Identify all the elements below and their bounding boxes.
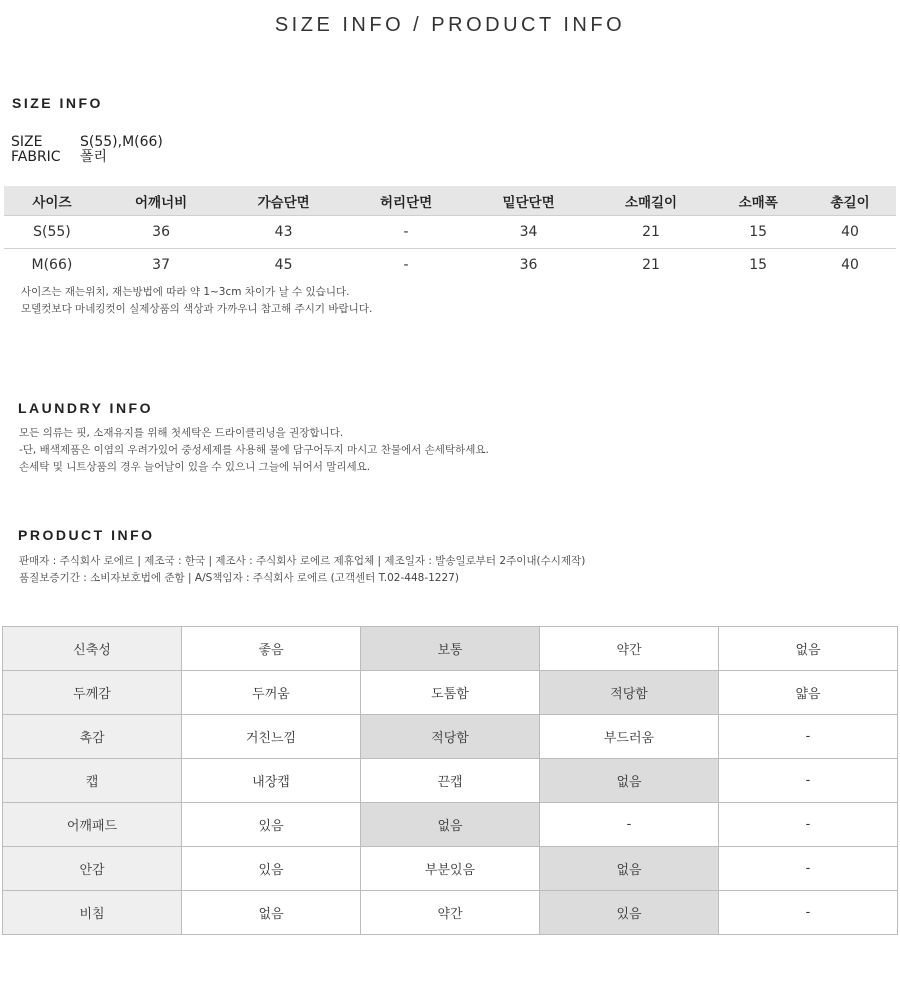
size-table-col-header: 허리단면 bbox=[345, 186, 467, 216]
table-cell: 21 bbox=[590, 216, 712, 249]
grid-option: 약간 bbox=[540, 627, 719, 671]
table-cell: M(66) bbox=[31, 257, 73, 273]
grid-option-selected: 없음 bbox=[540, 759, 719, 803]
grid-option-selected: 적당함 bbox=[361, 715, 540, 759]
grid-option: 얇음 bbox=[719, 671, 898, 715]
table-cell: 15 bbox=[749, 257, 768, 273]
page-title: SIZE INFO / PRODUCT INFO bbox=[274, 14, 626, 36]
size-table-col-header: 가슴단면 bbox=[222, 186, 344, 216]
grid-option: 두꺼움 bbox=[182, 671, 361, 715]
grid-option-selected: 없음 bbox=[361, 803, 540, 847]
grid-option-selected: 없음 bbox=[540, 847, 719, 891]
table-cell: - bbox=[403, 257, 409, 273]
product-info-heading: PRODUCT INFO bbox=[18, 527, 155, 543]
grid-option: 있음 bbox=[182, 803, 361, 847]
laundry-note-line: -단, 배색제품은 이염의 우려가있어 중성세제를 사용해 물에 담구어두지 마시고 찬물에서 손세탁하세요. bbox=[19, 444, 489, 456]
size-table-col-header: 어깨너비 bbox=[100, 186, 222, 216]
table-row bbox=[3, 671, 898, 715]
size-table-col-header: 소매길이 bbox=[590, 186, 712, 216]
grid-option: 부드러움 bbox=[540, 715, 719, 759]
table-row bbox=[4, 216, 896, 249]
grid-option: 약간 bbox=[361, 891, 540, 935]
table-cell: S(55) bbox=[4, 216, 100, 249]
product-detail-grid bbox=[2, 626, 898, 935]
product-note-line: 판매자 : 주식회사 로에르 | 제조국 : 한국 | 제조사 : 주식회사 로에르 제휴업체 | 제조일자 : 발송일로부터 2주이내(수시제작) bbox=[19, 555, 586, 567]
grid-option: 없음 bbox=[719, 627, 898, 671]
table-cell: 15 bbox=[712, 216, 804, 249]
size-table-header bbox=[4, 186, 896, 216]
grid-option: 도톰함 bbox=[361, 671, 540, 715]
grid-option: 거친느낌 bbox=[182, 715, 361, 759]
grid-option-selected: 적당함 bbox=[540, 671, 719, 715]
table-cell: 43 bbox=[222, 216, 344, 249]
table-cell: 36 bbox=[100, 216, 222, 249]
fabric-label: FABRIC bbox=[11, 149, 61, 165]
grid-option-selected: 보통 bbox=[361, 627, 540, 671]
size-row bbox=[11, 135, 163, 150]
grid-option: 부분있음 bbox=[361, 847, 540, 891]
table-cell: 40 bbox=[804, 216, 896, 249]
grid-option: - bbox=[719, 715, 898, 759]
laundry-note-line: 모든 의류는 핏, 소재유지를 위해 첫세탁은 드라이클리닝을 권장합니다. bbox=[19, 427, 344, 439]
table-cell: 40 bbox=[841, 257, 859, 273]
size-table-col-header: 총길이 bbox=[804, 186, 896, 216]
table-row bbox=[3, 803, 898, 847]
grid-option: 없음 bbox=[182, 891, 361, 935]
grid-option: - bbox=[540, 803, 719, 847]
table-cell: 37 bbox=[152, 257, 170, 273]
table-row bbox=[3, 715, 898, 759]
grid-row-label: 촉감 bbox=[3, 715, 182, 759]
grid-row-label: 안감 bbox=[3, 847, 182, 891]
size-table bbox=[4, 186, 896, 281]
product-notes bbox=[19, 553, 585, 587]
size-value: S(55),M(66) bbox=[80, 134, 163, 150]
table-row bbox=[3, 847, 898, 891]
grid-option: - bbox=[719, 803, 898, 847]
size-table-col-header: 소매폭 bbox=[712, 186, 804, 216]
table-row bbox=[4, 249, 896, 282]
size-note-line: 모델컷보다 마네킹컷이 실제상품의 색상과 가까우니 참고해 주시기 바랍니다. bbox=[21, 303, 373, 315]
laundry-info-heading: LAUNDRY INFO bbox=[18, 400, 153, 416]
grid-row-label: 비침 bbox=[3, 891, 182, 935]
grid-option: - bbox=[719, 891, 898, 935]
fabric-row bbox=[11, 150, 107, 165]
grid-option: 끈캡 bbox=[361, 759, 540, 803]
grid-option: 내장캡 bbox=[182, 759, 361, 803]
size-table-col-header: 밑단단면 bbox=[467, 186, 589, 216]
size-notes bbox=[21, 284, 372, 318]
fabric-value: 폴리 bbox=[80, 149, 108, 165]
table-row bbox=[3, 759, 898, 803]
table-cell: - bbox=[345, 216, 467, 249]
size-info-heading: SIZE INFO bbox=[12, 95, 103, 111]
grid-option-selected: 있음 bbox=[540, 891, 719, 935]
grid-row-label: 신축성 bbox=[3, 627, 182, 671]
grid-option: 좋음 bbox=[182, 627, 361, 671]
grid-row-label: 어깨패드 bbox=[3, 803, 182, 847]
product-note-line: 품질보증기간 : 소비자보호법에 준함 | A/S책임자 : 주식회사 로에르 (고객센터 T.02-448-1227) bbox=[19, 572, 459, 584]
table-cell: 45 bbox=[274, 257, 293, 273]
table-row bbox=[3, 891, 898, 935]
table-cell: 34 bbox=[467, 216, 589, 249]
grid-row-label: 두께감 bbox=[3, 671, 182, 715]
size-label: SIZE bbox=[11, 134, 43, 150]
grid-row-label: 캡 bbox=[3, 759, 182, 803]
table-cell: 36 bbox=[519, 257, 538, 273]
table-row bbox=[3, 627, 898, 671]
size-table-col-header: 사이즈 bbox=[4, 186, 100, 216]
laundry-note-line: 손세탁 및 니트상품의 경우 늘어날이 있을 수 있으니 그늘에 뉘어서 말리세요. bbox=[19, 461, 371, 473]
grid-option: - bbox=[719, 759, 898, 803]
laundry-notes bbox=[19, 425, 489, 476]
table-cell: 21 bbox=[642, 257, 660, 273]
size-note-line: 사이즈는 재는위치, 재는방법에 따라 약 1~3cm 차이가 날 수 있습니다. bbox=[21, 286, 350, 298]
grid-option: - bbox=[719, 847, 898, 891]
grid-option: 있음 bbox=[182, 847, 361, 891]
